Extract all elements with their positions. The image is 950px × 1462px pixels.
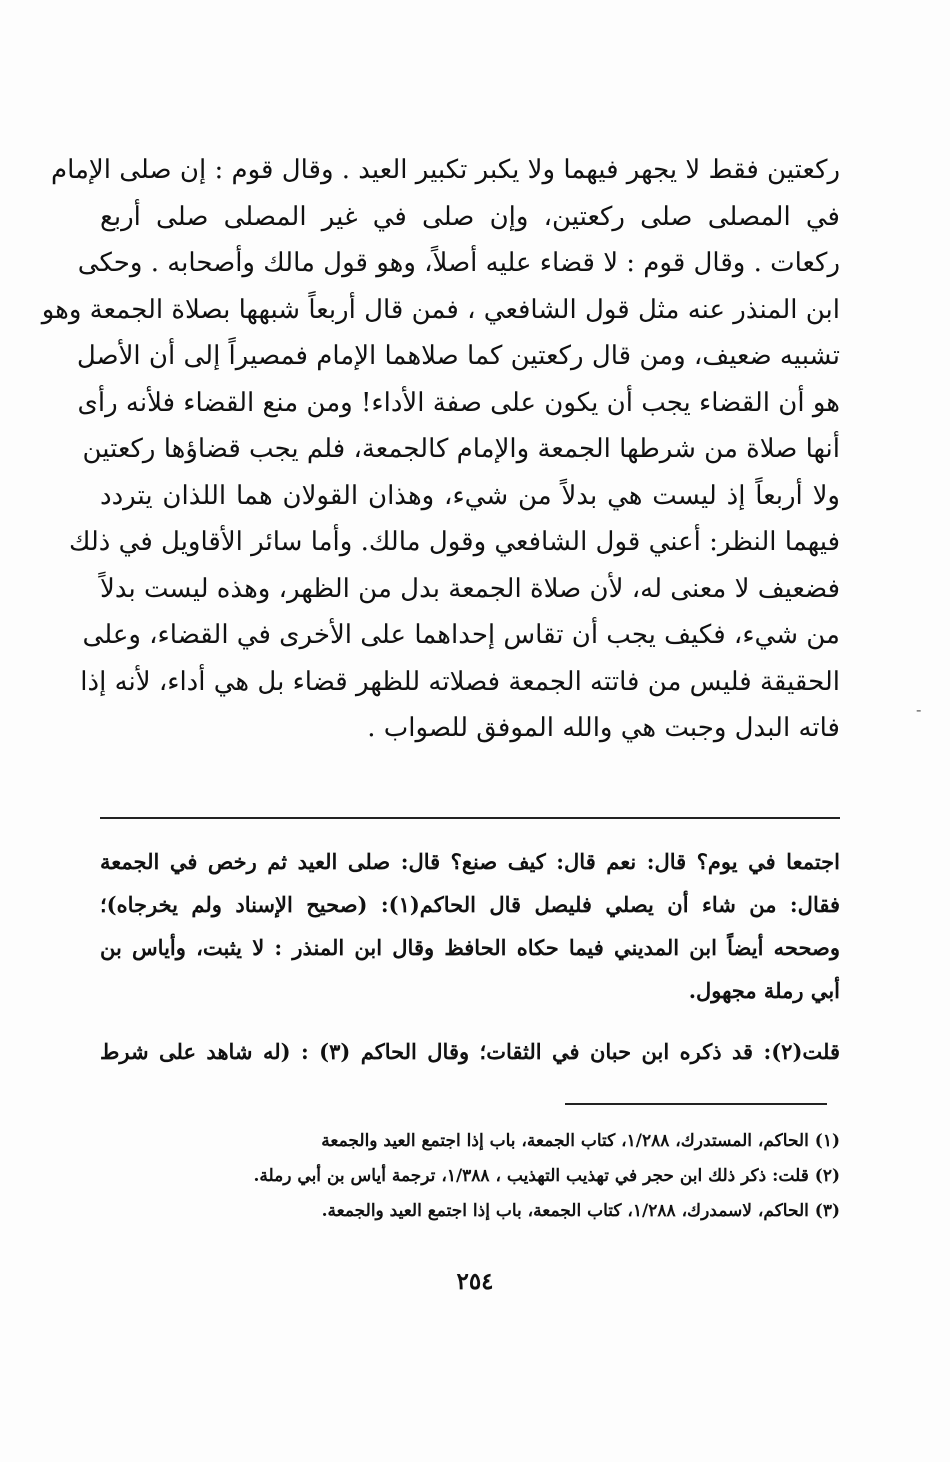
hadith-note-block (100, 840, 840, 1012)
main-text-line: من شيء، فكيف يجب أن تقاس إحداهما على الأخرى في القضاء، وعلى (82, 620, 840, 650)
main-text-line: في المصلى صلى ركعتين، وإن صلى في غير المصلى صلى أربع (100, 201, 840, 232)
main-text-line: ركعتين فقط لا يجهر فيهما ولا يكبر تكبير العيد . وقال قوم : إن صلى الإمام (50, 155, 840, 185)
main-text-line: ركعات . وقال قوم : لا قضاء عليه أصلاً، وهو قول مالك وأصحابه . وحكى (77, 248, 840, 278)
main-text-line: هو أن القضاء يجب أن يكون على صفة الأداء! ومن منع القضاء فلأنه رأى (77, 387, 840, 418)
main-text-line: ابن المنذر عنه مثل قول الشافعي ، فمن قال أربعاً شبهها بصلاة الجمعة وهو (41, 294, 840, 325)
footnote-item: (١) الحاكم، المستدرك، ١/٢٨٨، كتاب الجمعة، باب إذا اجتمع العيد والجمعة (321, 1131, 840, 1151)
footnotes-list (180, 1124, 840, 1229)
main-text-line: تشبيه ضعيف، ومن قال ركعتين كما صلاهما الإمام فمصيراً إلى أن الأصل (76, 341, 840, 371)
main-text-line: أنها صلاة من شرطها الجمعة والإمام كالجمعة، فلم يجب قضاؤها ركعتين (82, 434, 840, 464)
main-text-line: ولا أربعاً إذ ليست هي بدلاً من شيء، وهذان القولان هما اللذان يتردد (100, 480, 840, 511)
hadith-note-line: أبي رملة مجهول. (688, 978, 840, 1003)
qult-note-line: قلت(٢): قد ذكره ابن حبان في الثقات؛ وقال الحاكم (٣) : (له شاهد على شرط (100, 1039, 840, 1064)
main-text-body (41, 147, 840, 752)
main-text-line: الحقيقة فليس من فاتته الجمعة فصلاته للظهر قضاء بل هي أداء، لأنه إذا (80, 666, 840, 697)
hadith-note-line: فقال: من شاء أن يصلي فليصل قال الحاكم(١): (صحيح الإسناد ولم يخرجاه)؛ (100, 892, 841, 917)
main-text-line: فيهما النظر: أعني قول الشافعي وقول مالك. وأما سائر الأقاويل في ذلك (68, 527, 840, 557)
footnote-item: (٣) الحاكم، لاسمدرك، ١/٢٨٨، كتاب الجمعة، باب إذا اجتمع العيد والجمعة. (321, 1201, 840, 1221)
page-number: ٢٥٤ (456, 1268, 494, 1295)
hadith-note-line: اجتمعا في يوم؟ قال: نعم قال: كيف صنع؟ قال: صلى العيد ثم رخص في الجمعة (100, 849, 840, 874)
hadith-note-line: وصححه أيضاً ابن المديني فيما حكاه الحافظ وقال ابن المنذر : لا يثبت، وأياس بن (100, 935, 840, 960)
main-text-line: فاته البدل وجبت هي والله الموفق للصواب . (367, 713, 840, 743)
margin-mark: - (916, 700, 922, 719)
text-separator-rule (100, 817, 840, 819)
main-text-line: فضعيف لا معنى له، لأن صلاة الجمعة بدل من الظهر، وهذه ليست بدلاً (100, 573, 840, 604)
footnote-item: (٢) قلت: ذكر ذلك ابن حجر في تهذيب التهذيب ، ١/٣٨٨، ترجمة أياس بن أبي رملة. (253, 1166, 840, 1186)
footnote-separator-rule (565, 1103, 827, 1105)
